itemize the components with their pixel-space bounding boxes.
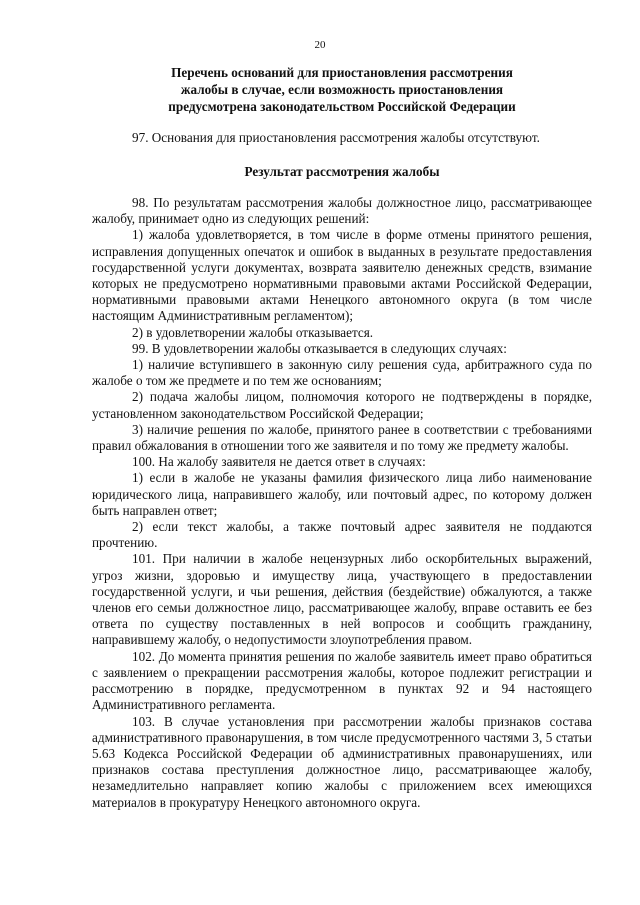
paragraph: 1) если в жалобе не указаны фамилия физического лица либо наименование юридического лица, направившего жалобу, или почтовый адрес, по которому должен быть направлен ответ; [92,470,592,518]
paragraph: 98. По результатам рассмотрения жалобы должностное лицо, рассматривающее жалобу, принимает одно из следующих решений: [92,195,592,227]
heading-line-3: предусмотрена законодательством Российской Федерации [168,99,516,114]
document-body [92,195,592,811]
heading-line-2: жалобы в случае, если возможность приостановления [180,82,504,97]
paragraph: 1) наличие вступившего в законную силу решения суда, арбитражного суда по жалобе о том же предмете и по тем же основаниям; [92,357,592,389]
section-heading [92,64,592,115]
paragraph: 100. На жалобу заявителя не дается ответ в случаях: [132,454,426,470]
paragraph: 102. До момента принятия решения по жалобе заявитель имеет право обратиться с заявлением о прекращении рассмотрения жалобы, которое подлежит регистрации и рассмотрению в порядке, предусмотренном в пунктах 92 и 94 настоящего Административного регламента. [92,648,592,713]
paragraph: 1) жалоба удовлетворяется, в том числе в форме отмены принятого решения, исправления допущенных опечаток и ошибок в выданных в результате предоставления государственной услуги документах, возврата заявителю денежных средств, взимание которых не предусмотрено нормативными правовыми актами Российской Федерации, нормативными правовыми актами Ненецкого автономного округа (в том числе настоящим Административным регламентом); [92,227,592,324]
paragraph: 2) в удовлетворении жалобы отказывается. [132,324,374,340]
page-number: 20 [314,39,326,51]
paragraph: 103. В случае установления при рассмотрении жалобы признаков состава административного правонарушения, в том числе предусмотренного частями 3, 5 статьи 5.63 Кодекса Российской Федерации об административных правонарушениях, или признаков состава преступления должностное лицо, рассматривающее жалобу, незамедлительно направляет копию жалобы с приложением всех имеющихся материалов в прокуратуру Ненецкого автономного округа. [92,713,592,810]
subheading: Результат рассмотрения жалобы [244,164,440,179]
paragraph: 2) если текст жалобы, а также почтовый адрес заявителя не поддаются прочтению. [92,519,592,551]
paragraph: 2) подача жалобы лицом, полномочия которого не подтверждены в порядке, установленном законодательством Российской Федерации; [92,389,592,421]
paragraph: 101. При наличии в жалобе нецензурных либо оскорбительных выражений, угроз жизни, здоровью и имуществу лица, участвующего в предоставлении государственной услуги, и чьи решения, действия (бездействие) обжалуются, а также членов его семьи должностное лицо, рассматривающее жалобу, вправе оставить ее без ответа по существу поставленных в ней вопросов и сообщить гражданину, направившему жалобу, о недопустимости злоупотребления правом. [92,551,592,648]
heading-line-1: Перечень оснований для приостановления рассмотрения [171,65,513,80]
paragraph: 3) наличие решения по жалобе, принятого ранее в соответствии с требованиями правил обжалования в отношении того же заявителя и по тому же предмету жалобы. [92,421,592,454]
paragraph-97: 97. Основания для приостановления рассмотрения жалобы отсутствуют. [132,130,540,145]
paragraph: 99. В удовлетворении жалобы отказывается в следующих случаях: [132,340,507,356]
